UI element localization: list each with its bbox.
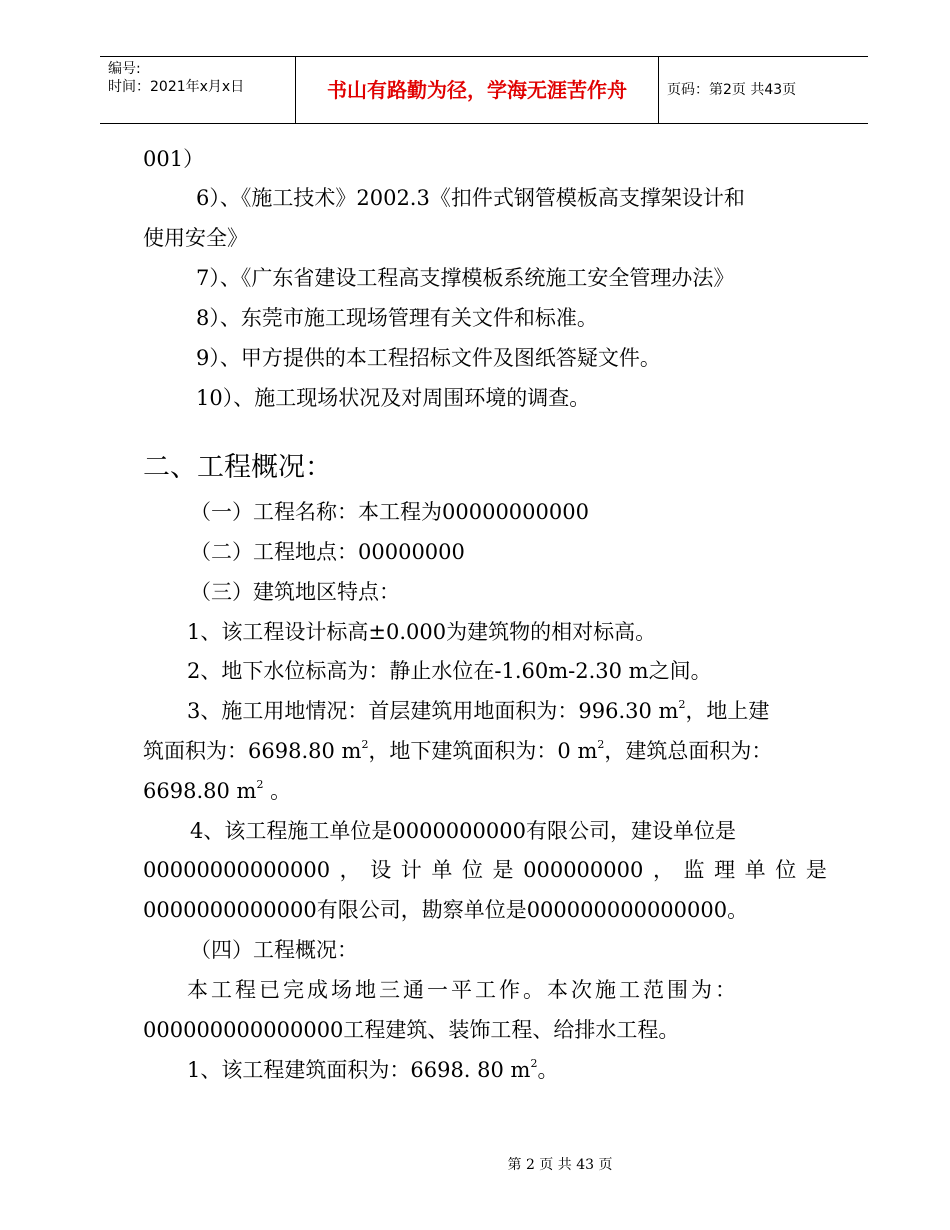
- text-run: ，: [339, 858, 361, 882]
- footer-page-number: 第 2 页 共 43 页: [507, 1157, 613, 1173]
- text-line: 6）、《施工技术》2002.3《扣件式钢管模板高支撑架设计和: [196, 186, 745, 210]
- header-page-label: 页码：第2页 共43页: [667, 82, 797, 98]
- text-run: 1、该工程建筑面积为：6698. 80 m: [187, 1058, 531, 1082]
- number-label: 编号:: [108, 61, 141, 77]
- superscript: 2: [361, 738, 369, 751]
- text-run: 计: [400, 858, 422, 882]
- superscript: 2: [256, 778, 264, 791]
- section-heading: 二、工程概况：: [143, 452, 332, 483]
- text-run: 6698.80 m: [143, 779, 257, 803]
- text-line: [143, 738, 772, 764]
- superscript: 2: [530, 1057, 538, 1070]
- justified-text-line: [143, 857, 827, 883]
- text-line: （二）工程地点：00000000: [190, 540, 465, 564]
- text-run: 。: [263, 779, 292, 803]
- text-line: [187, 1057, 558, 1083]
- text-run: 监: [683, 858, 705, 882]
- text-run: 。: [537, 1058, 559, 1082]
- text-run: 是: [492, 858, 514, 882]
- text-run: 位: [775, 858, 797, 882]
- text-run: 位: [461, 858, 483, 882]
- page-footer: [0, 1156, 950, 1174]
- text-run: 000000000: [523, 858, 644, 882]
- header-motto: 书山有路勤为径，学海无涯苦作舟: [296, 57, 659, 123]
- text-run: 理: [714, 858, 736, 882]
- text-line: 000000000000000工程建筑、装饰工程、给排水工程。: [143, 1018, 680, 1042]
- text-line: 使用安全》: [143, 226, 248, 250]
- text-line: 本工程已完成场地三通一平工作。本次施工范围为：: [187, 978, 739, 1002]
- text-line: [187, 698, 769, 724]
- text-run: 00000000000000: [143, 858, 331, 882]
- text-line: 001）: [143, 147, 205, 171]
- text-run: 设: [370, 858, 392, 882]
- text-line: 10）、施工现场状况及对周围环境的调查。: [196, 386, 591, 410]
- text-line: 2、地下水位标高为：静止水位在-1.60m-2.30 m之间。: [187, 659, 712, 683]
- superscript: 2: [678, 698, 686, 711]
- text-line: 7）、《广东省建设工程高支撑模板系统施工安全管理办法》: [196, 266, 735, 290]
- text-run: 单: [431, 858, 453, 882]
- text-run: ，建筑总面积为：: [604, 739, 773, 763]
- text-run: 单: [744, 858, 766, 882]
- text-line: 9）、甲方提供的本工程招标文件及图纸答疑文件。: [196, 346, 661, 370]
- superscript: 2: [597, 738, 605, 751]
- text-line: 4、该工程施工单位是0000000000有限公司，建设单位是: [190, 819, 736, 843]
- page-header: [100, 56, 868, 124]
- header-page-cell: [659, 57, 868, 123]
- text-line: 0000000000000有限公司，勘察单位是000000000000000。: [143, 898, 749, 922]
- text-run: ，地下建筑面积为：0 m: [368, 739, 598, 763]
- text-line: （三）建筑地区特点：: [190, 580, 400, 604]
- text-line: （一）工程名称：本工程为00000000000: [190, 500, 589, 524]
- text-run: 是: [805, 858, 827, 882]
- text-line: （四）工程概况：: [190, 938, 358, 962]
- text-line: 8）、东莞市施工现场管理有关文件和标准。: [196, 306, 598, 330]
- text-line: [143, 778, 291, 804]
- time-label: 时间：2021年x月x日: [108, 79, 245, 95]
- text-run: 筑面积为：6698.80 m: [143, 739, 362, 763]
- text-run: ，地上建: [685, 699, 770, 723]
- text-line: 1、该工程设计标高±0.000为建筑物的相对标高。: [187, 620, 657, 644]
- header-info-cell: [100, 57, 296, 123]
- text-run: ，: [652, 858, 674, 882]
- text-run: 3、施工用地情况：首层建筑用地面积为：996.30 m: [187, 699, 679, 723]
